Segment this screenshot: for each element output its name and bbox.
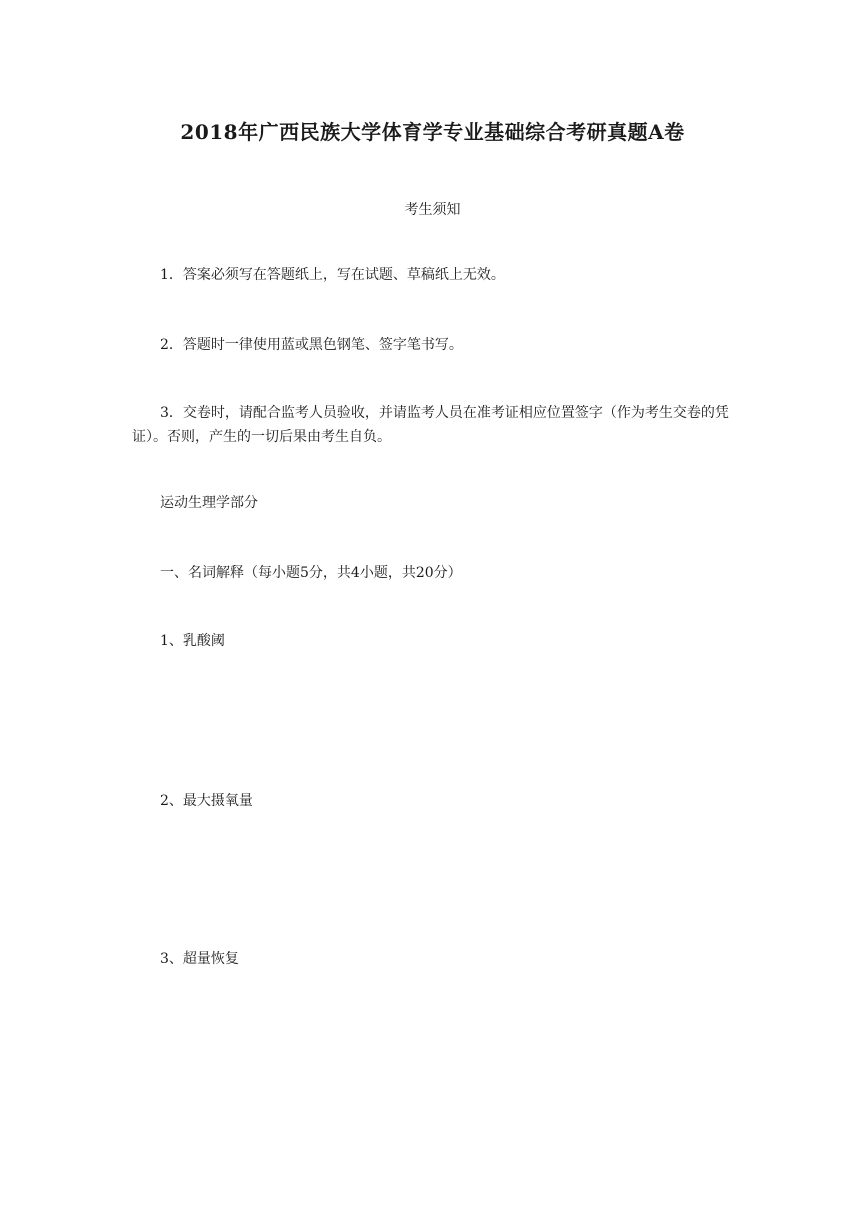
notice-heading: 考生须知 <box>404 202 461 218</box>
question-2: 2、最大摄氧量 <box>160 793 253 809</box>
notice-item-1: 1．答案必须写在答题纸上，写在试题、草稿纸上无效。 <box>160 267 505 283</box>
question-3: 3、超量恢复 <box>160 951 239 967</box>
question-1: 1、乳酸阈 <box>160 633 225 649</box>
question-group-heading: 一、名词解释（每小题5分，共4小题，共20分） <box>160 565 462 581</box>
notice-item-3: 3．交卷时，请配合监考人员验收，并请监考人员在准考证相应位置签字（作为考生交卷的凭证）。否则，产生的一切后果由考生自负。 <box>132 405 729 445</box>
document-title: 2018年广西民族大学体育学专业基础综合考研真题A卷 <box>180 120 685 144</box>
section-title: 运动生理学部分 <box>160 495 258 511</box>
notice-item-2: 2．答题时一律使用蓝或黑色钢笔、签字笔书写。 <box>160 337 463 353</box>
